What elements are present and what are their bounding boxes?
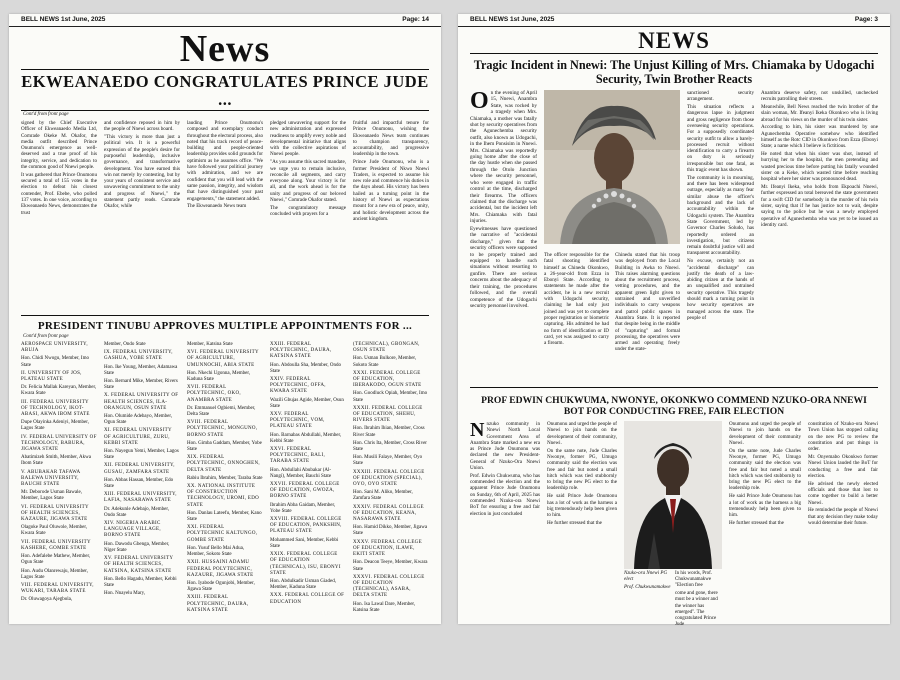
rule [470, 53, 878, 54]
paragraph: Dr. Emmanuel Ogbiemi, Member, Delta State [187, 405, 256, 418]
paragraph: He advised the newly elected officials and those that lost to come together to build a better Nnewi. [808, 480, 878, 506]
paragraph: Nzuko-ora Nnewi PG elect [624, 571, 668, 583]
text-column [687, 90, 754, 383]
text-column [470, 421, 540, 599]
paragraph: Dr. Adekunle Adebajo, Member, Ondo State [104, 506, 170, 518]
paragraph: This situation reflects a dangerous lapse in judgment and gross negligence from those overseeing security operations. For a supposedly coordinated security outfit to allow a barely-processed recruit without identification to carry a firearm on duty is seriously irresponsible but one fatal, as this tragic event has shown. [687, 104, 754, 174]
right-page [458, 14, 890, 628]
paragraph: Chinedu stated that his troop was deployed from the Local Building in Awka to Nnewi. This raises alarming questions about the recruitment process, vetting procedures, and the apparent green light given to untrained and unverified individuals to carry weapons and patrol public spaces in Anambra State. It is reported that despite being in the middle of "capturing" and formal processing, the operatives were armed and operating freely under the state- [615, 252, 680, 353]
paragraph: n the evening of April 15, Nnewi, Anambra State, was rocked by a tragedy when Mrs. Chiamaka, a mother was fatally shot by security operatives from the Agunechemba security outfit, also known as Udogachi, in the Ihem Ponsisim in Nnewi. Mrs. Chiamaka was reportedly going home after the close of the day hustle when she passed through the Otolo Junction where the security personnel, who were engaged in traffic control at the time, discharged their firearms. The officers claimed that the discharge was accidental, but the incident left Mrs. Chiamaka with fatal injuries. [470, 90, 537, 225]
text-column [21, 120, 97, 312]
paragraph: XXXIV. FEDERAL COLLEGE OF EDUCATION, KEANA, NASARAWA STATE [353, 504, 424, 523]
paragraph: On the same note, Jude Charles Nwonye, former PG, Umugo community said the election was free and fair but noted a small hitch which was tied stubbornly to bring the new PG elect to the leadership role. [547, 447, 617, 492]
paragraph: Onumonu and urged the people of Nnewi to join hands on the development of their community Nnewi. [729, 421, 801, 446]
paragraph: Hon. Yusuf Bello Mai Adua, Member, Sokoto State [187, 545, 245, 558]
paragraph: Abatimizeh Smith, Member, Akwa Ibom State [21, 455, 91, 467]
paragraph: Hon. Chidi Nwogu, Member, Imo State [21, 356, 89, 368]
paragraph: XXIV. FEDERAL POLYTECHNIC, OFFA, KWARA STATE [270, 377, 326, 395]
paragraph: XV. FEDERAL UNIVERSITY OF HEALTH SCIENCES, KATSINA, KATSINA STATE [104, 556, 174, 574]
paragraph: Hon. Chris Ita, Member, Cross River State [353, 440, 427, 453]
paragraph: sanctioned security arrangement. [687, 90, 754, 103]
paragraph: VIII. FEDERAL UNIVERSITY, WUKARI, TARABA STATE [21, 582, 94, 595]
paragraph: constitution of Nzuko-ora Nnewi Town Union has stopped calling on the new PG to review the constitution and put things in order. [808, 421, 878, 453]
paragraph: AEROSPACE UNIVERSITY, ABUJA [21, 342, 88, 354]
paragraph: Hon. Nkechi Ugonna, Member, Kaduna State [187, 370, 251, 383]
paragraph: Hon. Barnabas Abdullahi, Member, Kebbi State [270, 432, 342, 444]
rule [21, 110, 429, 111]
paragraph: XIII. FEDERAL UNIVERSITY, LAFIA, NASARAWA STATE [104, 492, 177, 504]
text-column [270, 342, 346, 680]
paragraph: Hon. Olumide Adebayo, Member, Ogun State [104, 414, 173, 426]
paragraph: According to him, his sister was murdered by one Agunechemba Operative somehow who identified himself as the Rotc CID in Okonkwo from Ezza (Ebonyi State; a name which I believe is fictitious. [761, 124, 878, 150]
caption-text [675, 571, 722, 630]
portrait-image [544, 90, 680, 244]
paragraph: Mr. Onyemabo Okonkwo former Nnewi Union lauded the BoT for conducting a free and fair election. [808, 453, 878, 479]
paragraph: Prof. Edwin Chukwuma, who has commended the election and the apparent Prince Jude Onumonu on Sunday, 6th of April, 2025 has commended Nzuko-ora Nnewi BoT for ensuring a free and fair election in just concluded [470, 472, 540, 517]
paragraph: XXXII. FEDERAL COLLEGE OF EDUCATION, SHEHU, RIVERS STATE [353, 405, 423, 424]
paragraph: VI. FEDERAL UNIVERSITY OF HEALTH SCIENCES, KAZAURE, JIGAWA STATE [21, 504, 89, 523]
paragraph: Meanwhile, Bell News reached the twin brother of the slain woman, Mr. Ifeanyi Ikeka Okonkwo who is living abroad for his views on the murder of his twin sister. [761, 104, 878, 123]
paragraph: Hon. Bello Hagadu, Member, Kebbi State [104, 576, 177, 588]
paragraph: Mr. Ifeanyi Ikeka, who holds from Ekpoachi Nnewi, further expressed an total bereaved the state government for a swift CID for somebody in the murder of his twin sister, saying that if he has justice not to wait, despite saying to the police but he was a newly employed operative of Agunechemba who was yet to be issued an identity card. [761, 184, 878, 228]
paragraph: nzuko community in Nnewi North Local Government Area of Anambra State marked a new era as Prince Jude Onumonu was declared the new President-General of Nzuko-Ora Nnewi Union. [470, 421, 540, 472]
text-column [270, 120, 346, 312]
tragic-story [470, 90, 878, 383]
paragraph: Anambra deserve safety, not unskilled, unchecked recruits patrolling their streets. [761, 90, 878, 103]
appointments-columns [21, 342, 429, 680]
paragraph: The Ekweanaedo News team [187, 203, 247, 210]
text-column [761, 90, 878, 383]
paragraph: XXXV. FEDERAL COLLEGE OF EDUCATION, ILAWE, EKITI STATE [353, 539, 422, 558]
victim-photo [544, 90, 680, 244]
paragraph: VII. FEDERAL UNIVERSITY KASHERE, GOMBE STATE [21, 539, 91, 551]
pg-elect-photo [624, 421, 722, 569]
paragraph: No excuse, certainly not an "accidental discharge" can justify the death of a law-abiding citizen at the hands of an unqualified and untrained security operative. This tragedy should mark a turning point in how security operatives are managed across the state. The people of [687, 258, 754, 321]
paragraph: Hon. Audu Olanrewaju, Member, Lagos State [21, 568, 89, 580]
paragraph: Member, Katsina State [187, 342, 233, 347]
paragraph: Prof. Chukwunamakwe [624, 584, 671, 590]
paragraph: Hon. Iyabode Ogunjobi, Member, Jigawa State [187, 580, 255, 593]
rule [470, 387, 878, 388]
running-head [9, 14, 441, 27]
text-column [187, 342, 263, 680]
text-columns-under-photo [544, 252, 680, 383]
paragraph: (TECHNICAL), GBONGAN, OSUN STATE [353, 342, 420, 354]
caption-text [624, 571, 671, 630]
paragraph: The community is in mourning, and there has been widespread outrage, especially as many fear similar abuse the officer's background and the lack of accountability within the Udogachi system. The Anambra State Government, led by Governor Charles Soludo, has reportedly ordered an investigation, but citizens remain doubtful justice will and transparent accountability. [687, 174, 754, 257]
text-column [104, 120, 180, 312]
paragraph: XXVIII. FEDERAL COLLEGE OF EDUCATION, PANKSHIN, PLATEAU STATE [270, 517, 342, 535]
paragraph: He further stressed that the [547, 519, 602, 526]
headline: EKWEANAEDO CONGRATULATES PRINCE JUDE ... [21, 72, 429, 109]
paragraph: On the same note, Jude Charles Nwonye, former PG, Umugo community said the election was free and fair but noted a small hitch which was tied stubbornly to bring the new PG elect to the leadership role. [729, 447, 801, 492]
text-column [353, 120, 429, 312]
paragraph: signed by the Chief Executive Officer of Ekweanaedo Media Ltd, Comrade Okeke M. Okafor, the media outfit described Prince Onumonu's emergence as well-deserved and a true proof of his integrity, service, and dedication to the common good of Nnewi people. [21, 120, 97, 171]
paragraph: He said Prince Jude Onumonu has a lot of work as the harness a big tremendously help been given to him. [547, 493, 617, 519]
paragraph: Hon. Gimba Gaddam, Member, Yobe State [187, 440, 262, 453]
paragraph: Hon. Hamid Dikko, Member, Jigawa State [353, 525, 428, 537]
paragraph: come and gone, there must be a winner and the winner has emerged". The congratulated Prince Jude [675, 591, 718, 628]
paragraph: XVII. FEDERAL POLYTECHNIC, OKO, ANAMBRA STATE [187, 385, 241, 403]
paragraph: The officer responsible for the fatal shooting identified himself as Chinedu Okonkwo, a 26-year-old from Ezza in Ebonyi State. According to statements he made after the accident, he is a new recruit with Udogachi security, claiming he had only just joined and was yet to complete proper registration or biometric capturing. His admitted he had no form of identification or ID card, yet was assigned to carry a firearm. [544, 252, 609, 347]
paragraph: Hon. Ike Young, Member, Adamawa State [104, 364, 178, 376]
text-column [547, 421, 617, 599]
paragraph: lauding Prince Onumonu's composed and exemplary conduct throughout the electoral process, also noted that his track record of peace-building and people-oriented leadership provides solid grounds for optimism as he assumes office. "We have followed your political journey with admiration, and we are confident that you will lead with the same passion, integrity, and wisdom that have distinguished your past engagements," the statement added. [187, 120, 263, 202]
text-column [544, 252, 609, 383]
paragraph: II. UNIVERSITY OF JOS, PLATEAU STATE [21, 370, 82, 383]
paragraph: Hon. Abdullahi Abubakar (Al-Nangi), Member, Bauchi State [270, 467, 332, 479]
photo-caption [624, 571, 722, 628]
paragraph: and confidence reposed in him by the people of Nnewi across board. [104, 120, 180, 133]
paragraph: Hon. Deacon Teeye, Member, Kwara State [353, 560, 428, 572]
paragraph: Hon. Goodluck Opiah, Member, Imo State [353, 391, 428, 403]
running-head-left: BELL NEWS 1st June, 2025 [470, 16, 555, 23]
paragraph: pledged unwavering support for the new administration and expressed readiness to amplify every noble and developmental initiative that aligns with the collective aspirations of Nnewi people. [270, 120, 346, 158]
running-head-left: BELL NEWS 1st June, 2025 [21, 16, 106, 23]
paragraph: XI. FEDERAL UNIVERSITY OF AGRICULTURE, ZURU, KEBBI STATE [104, 428, 172, 446]
paragraph: XXVII. FEDERAL COLLEGE OF EDUCATION, GWOZA, BORNO STATE [270, 482, 340, 500]
paragraph: Hon. Nnayelu Mary, [104, 591, 146, 597]
text-column [104, 342, 180, 680]
paragraph: Hon. Adefalebe Mathew, Member, Ogun State [21, 554, 91, 566]
masthead: NEWS [638, 28, 710, 53]
paragraph: Mohammed Sani, Member, Kebbi State [270, 537, 339, 549]
headline: Tragic Incident in Nnewi: The Unjust Killing of Mrs. Chiamaka by Udogachi Security, Twin Brother Reacts [473, 58, 875, 86]
masthead: News [179, 28, 271, 70]
text-column [470, 90, 537, 383]
paragraph: IX. FEDERAL UNIVERSITY, GASHUA, YOBE STATE [104, 350, 173, 362]
paragraph: Mr. Deborode Usman Bawale, Member, Lagos State [21, 490, 82, 502]
paragraph: Hon. Nayegun Yemi, Member, Lagos State [104, 449, 179, 461]
paragraph: Hon. Sani M. Aliko, Member, Zamfara State [353, 490, 413, 502]
paragraph: III. FEDERAL UNIVERSITY OF TECHNOLOGY, IKOT-ABASI, AKWA IBOM STATE [21, 399, 90, 418]
page-number: Page: 3 [854, 16, 878, 23]
column-text [470, 90, 537, 309]
paragraph: Member, Ondo State [104, 342, 146, 347]
paragraph: XXVI. FEDERAL POLYTECHNIC, BALI, TARABA STATE [270, 447, 326, 465]
text-column [21, 342, 97, 680]
portrait-image [624, 421, 722, 569]
paragraph: Hon. Abdoulla Sha, Member, Ondo State [270, 362, 342, 374]
text-column [353, 342, 429, 680]
running-head [458, 14, 890, 27]
paragraph: XXI. FEDERAL POLYTECHNIC KALTUNGO, GOMBE STATE [187, 525, 258, 543]
section-headline: PRESIDENT TINUBU APPROVES MULTIPLE APPOINTMENTS FOR ... [37, 320, 413, 332]
rule [21, 315, 429, 316]
paragraph: XXIII. FEDERAL POLYTECHNIC, DAURA, KATSINA STATE [270, 342, 332, 360]
paragraph: It was gathered that Prince Onumonu secured a total of 155 votes in the election to defeat his closest contender, Prof. Ebebe, who polled 137 votes. In one voice, according to Ekweanaedo News, demonstrates the trust [21, 171, 97, 216]
paragraph: XXXVI. FEDERAL COLLEGE OF EDUCATION (TECHNICAL), ASABA, DELTA STATE [353, 574, 425, 599]
jump-note: Cont'd from front page [23, 112, 69, 117]
paragraph: fruitful and impactful tenure for Prince Onumonu, wishing the Ekweanaedo News team continues to champion transparency, accountability, and progressive leadership in the town. [353, 120, 429, 158]
paragraph: Hon. Danlau Lateefu, Member, Kano State [187, 510, 262, 523]
paragraph: XXXI. FEDERAL COLLEGE OF EDUCATION, IBERAKODO, OGUN STATE [353, 370, 422, 389]
paragraph: Eyewitnesses have questioned the narrative of "accidental discharge," given that the security officers were supposed to be properly trained and equipped to handle such situations without resorting to gunfire. There are serious concerns about the adequacy of their training, the procedures followed, and the overall competence of the Udogachi security personnel involved. [470, 226, 537, 309]
paragraph: Wazili Gbujas Agide, Member, Osun State [270, 397, 344, 409]
paragraph: XXIII. FEDERAL POLYTECHNIC, DAURA, KATSINA STATE [187, 595, 249, 613]
paragraph: Olagoke Paul Oluwole, Member, Kwara State [21, 525, 88, 537]
paragraph: XIV. NIGERIA ARABIC LANGUAGE VILLAGE, BORNO STATE [104, 521, 161, 539]
paragraph: Dr. Felicia Mallak Kareyan, Member, Kwara State [21, 385, 97, 397]
text-column [729, 421, 801, 599]
paragraph: XVI. FEDERAL UNIVERSITY OF AGRICULTURE, UMUNNOCHI, ABIA STATE [187, 350, 259, 368]
text-column [808, 421, 878, 599]
paragraph: Hon. Musili Falaye, Member, Oyo State [353, 455, 423, 467]
paragraph: Hon. Usman Bulkore, Member, Sokoto State [353, 356, 417, 368]
paragraph: He noted that when his sister was shot, instead of hurrying her to the hospital, the men pretending and wasted precious time before putting his fatally wounded sister on a Keke, which wasted time before reaching hospital where her sister was pronounced dead. [761, 151, 878, 183]
section-headline: PROF EDWIN CHUKWUMA, NWONYE, OKONKWO COMMEND NZUKO-ORA NNEWI BOT FOR CONDUCTING FREE, FAIR ELECTION [481, 395, 867, 417]
story-columns [21, 120, 429, 312]
paragraph: He said Prince Jude Onumonu has a lot of work as the harness a big tremendously help been given to him. [729, 493, 801, 519]
paragraph: He reminded the people of Nnewi that any decision they make today would determine their future. [808, 507, 878, 526]
paragraph: "As you assume this sacred mandate, we urge you to remain inclusive, reconcile all segments, and carry everyone along. Your victory is for all, and the work ahead is for the unity and progress of our beloved Nnewi," Comrade Okafor stated. [270, 159, 346, 204]
paragraph: "This victory is more than just a political win. It is a powerful expression of the people's desire for purposeful leadership, inclusive governance, and transformative development. You have earned this win not merely by contesting, but by your years of consistent service and unwavering commitment to the unity and progress of Nnewi," the statement partly reads. Comrade Okafor, while [104, 134, 180, 210]
page-number: Page: 14 [402, 16, 429, 23]
paragraph: Hon. Bernard Mike, Member, Rivers State [104, 379, 178, 391]
jump-note: Cont'd from front page [23, 334, 69, 339]
paragraph: Hon. Isa Lawal Dare, Member, Katsina State [353, 601, 416, 613]
paragraph: IV. FEDERAL UNIVERSITY OF TECHNOLOGY, BABURA, JIGAWA STATE [21, 434, 97, 453]
left-page [9, 14, 441, 624]
paragraph: XXXIII. FEDERAL COLLEGE OF EDUCATION (SPECIAL), OYO, OYO STATE [353, 469, 425, 488]
nwonye-story [470, 419, 878, 628]
paragraph: XVIII. FEDERAL POLYTECHNIC, MONGUNO, BORNO STATE [187, 420, 258, 438]
text-column [615, 252, 680, 383]
paragraph: Rabiu Ibrahim, Member, Taraba State [187, 475, 263, 481]
paragraph: XXIX. FEDERAL COLLEGE OF EDUCATION (TECHNICAL), ISU, EBONYI STATE [270, 552, 341, 576]
drop-cap: O [470, 88, 489, 114]
text-column [187, 120, 263, 312]
paragraph: Dupe Olayinka Adeniyi, Member, Lagos State [21, 420, 89, 432]
paragraph: XII. FEDERAL UNIVERSITY, GUSAU, ZAMFARA STATE [104, 463, 175, 475]
paragraph: Prince Jude Onumonu, who is a former President of Nkwo Nnewi Traders, is expected to assume his new role and commence his duties in the days ahead. His victory has been hailed as a turning point in the history of Nnewi as expectations mount for a new era of peace, unity, and holistic development across the ancient kingdom. [353, 159, 429, 222]
paragraph: XIX. FEDERAL POLYTECHNIC, ONNOGHEN, DELTA STATE [187, 455, 260, 473]
paragraph: Ibrahim Abba Gaidam, Member, Yobe State [270, 502, 336, 514]
paragraph: Hon. Dawodu Gbenga, Member, Niger State [104, 541, 170, 553]
paragraph: XX. NATIONAL INSTITUTE OF CONSTRUCTION TECHNOLOGY, UROMI, EDO STATE [187, 484, 260, 508]
paragraph: XXII. HUSSAINI ADAMU FEDERAL POLYTECHNIC, KAZAURE, JIGAWA STATE [187, 560, 254, 578]
paragraph: Hon. Abdulkadir Usman Giaded, Member, Kaduna State [270, 578, 336, 591]
paragraph: X. FEDERAL UNIVERSITY OF HEALTH SCIENCES, ILA-ORANGUN, OSUN STATE [104, 393, 179, 411]
paragraph: Dr. Oluwagoya Ajegbola, [21, 597, 73, 603]
drop-cap: N [470, 419, 485, 441]
paragraph: Hon. Ibrahim Ihian, Member, Cross River State [353, 426, 425, 438]
paragraph: XXX. FEDERAL COLLEGE OF EDUCATION [270, 593, 345, 605]
paragraph: V. ABUBAKAR TAFAWA BALEWA UNIVERSITY, BAUCHI STATE [21, 469, 81, 488]
paragraph: Onumonu and urged the people of Nnewi to join hands on the development of their community, Nnewi. [547, 421, 617, 446]
paragraph: XXV. FEDERAL POLYTECHNIC, VOM, PLATEAU STATE [270, 412, 325, 430]
paragraph: He further stressed that the [729, 519, 784, 526]
paragraph: Hon. Abbas Hassan, Member, Edo State [104, 477, 174, 490]
paragraph: In his words, Prof. Chukwunamakwe "Election free [675, 571, 713, 589]
paragraph: The congratulatory message concluded with prayers for a [270, 204, 346, 218]
